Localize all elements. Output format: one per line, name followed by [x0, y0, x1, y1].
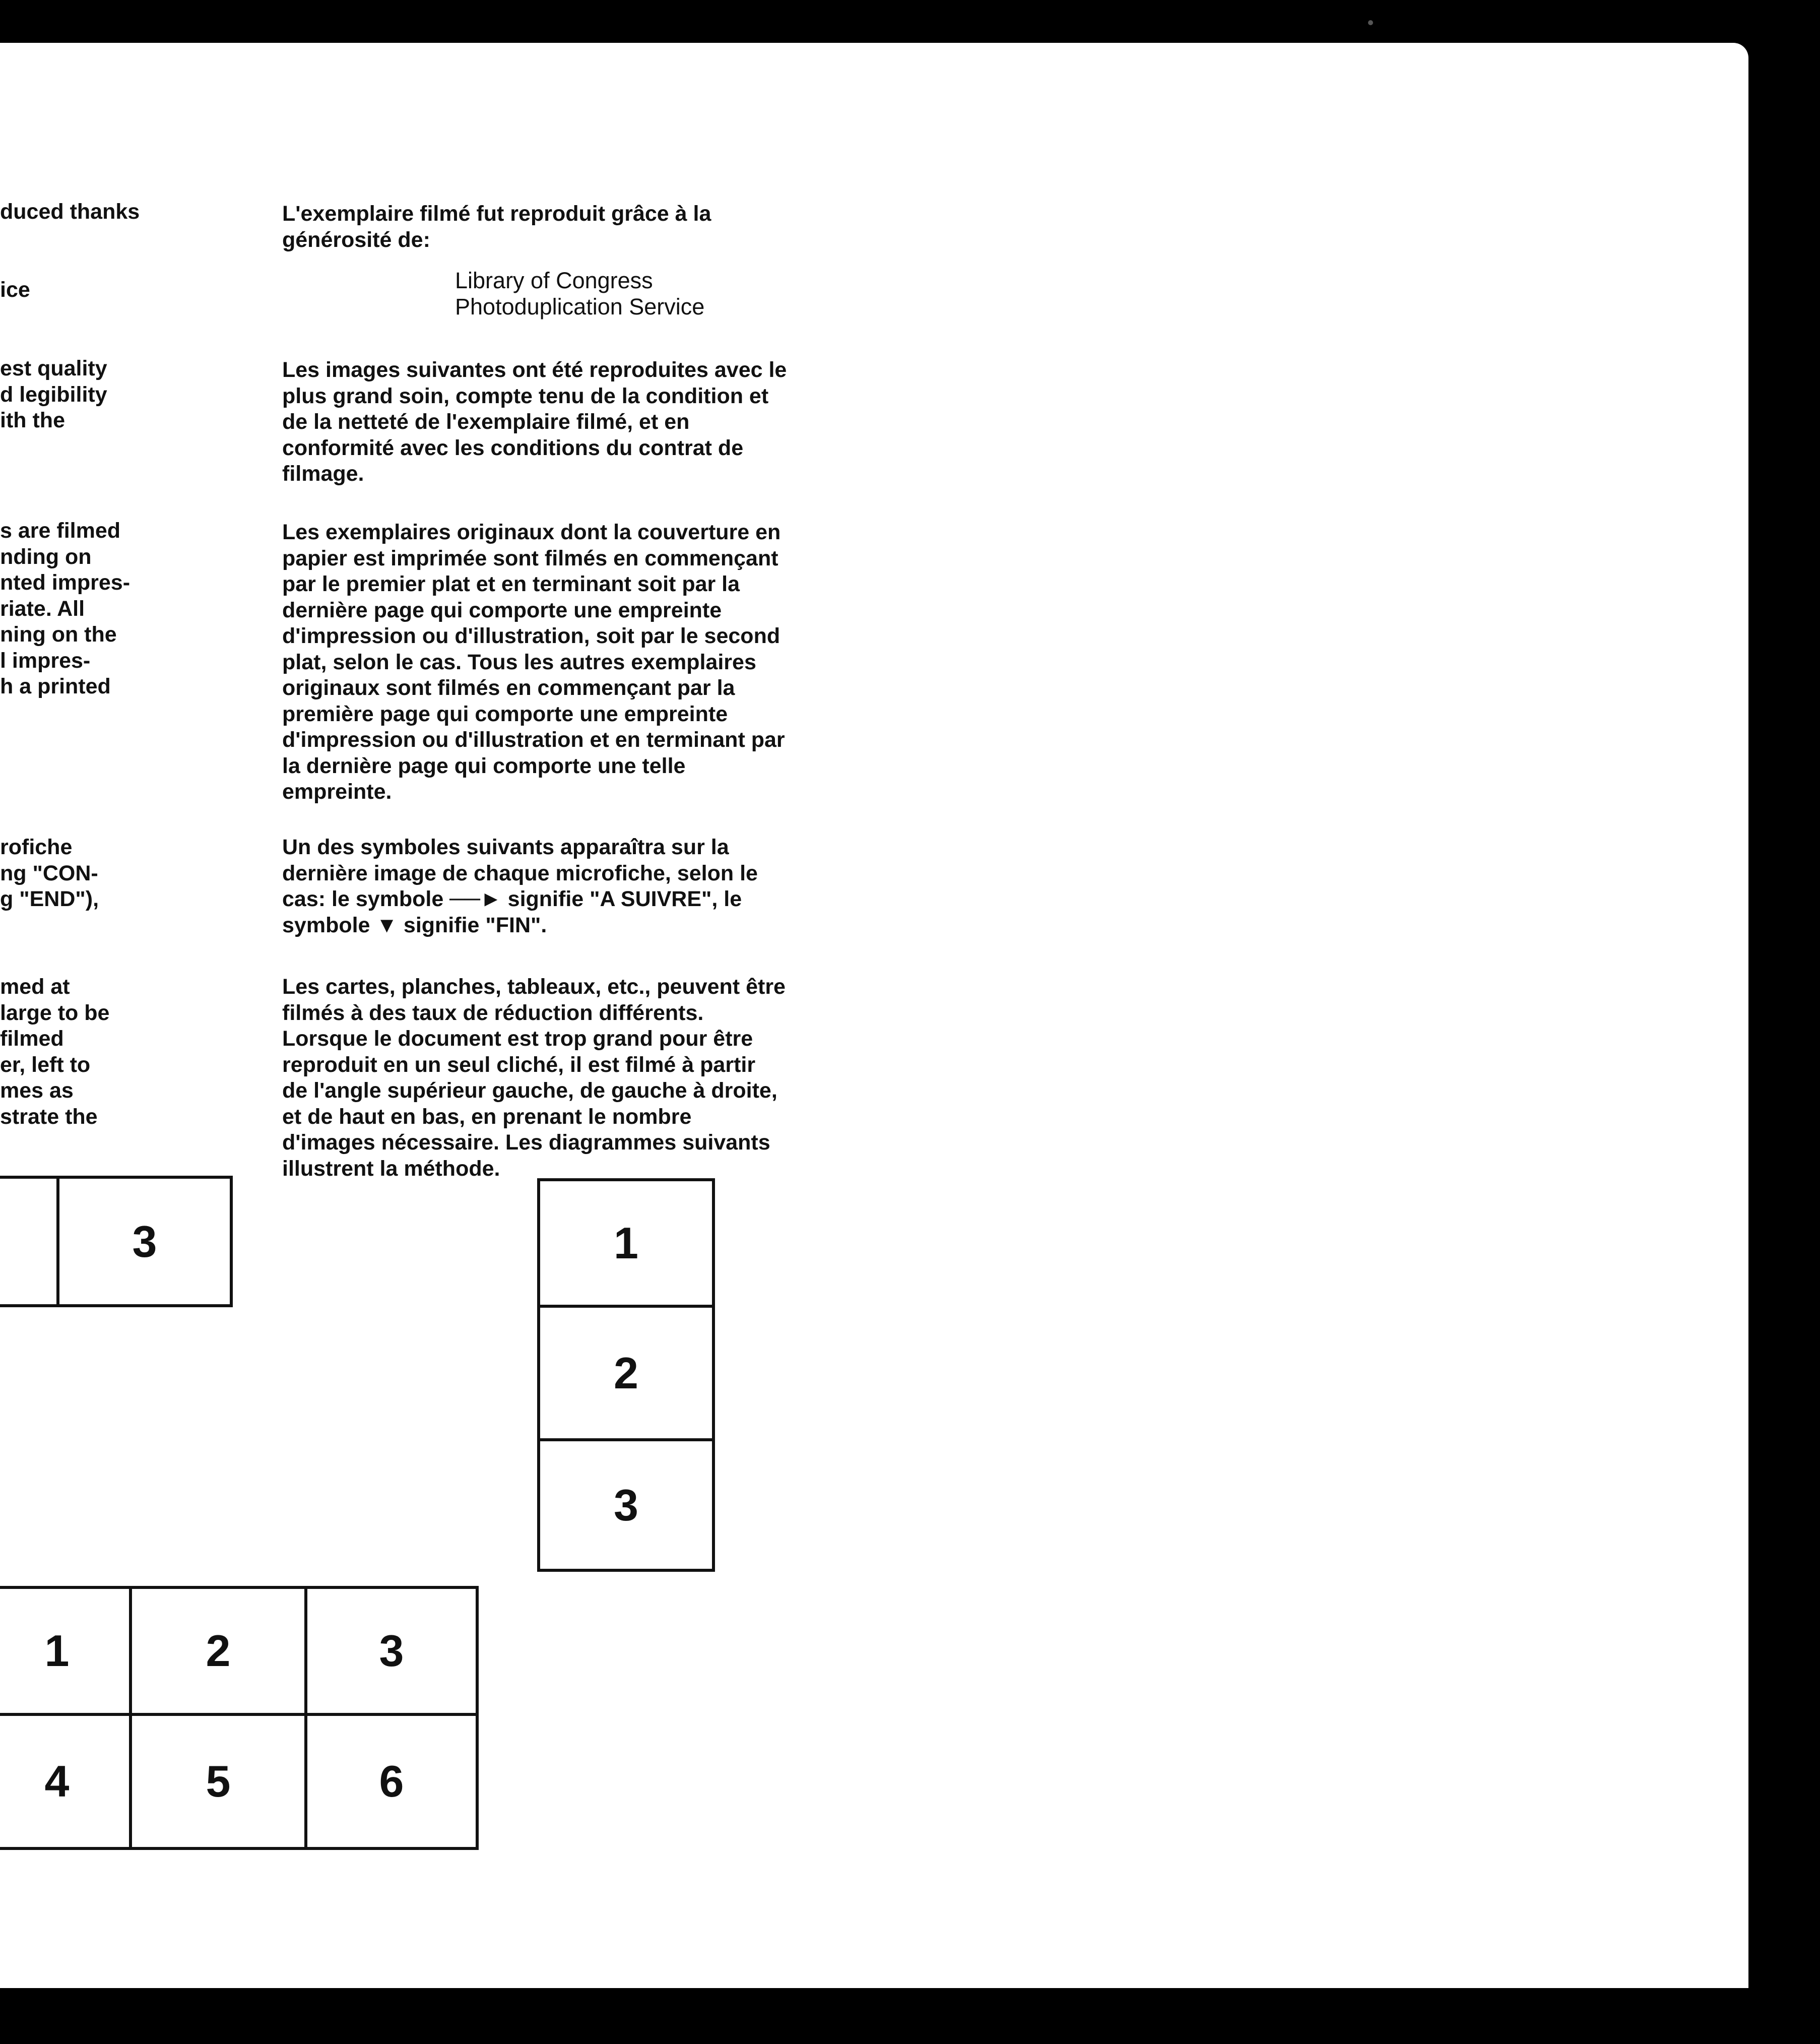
library-name: Library of Congress Photoduplication Service	[455, 268, 705, 320]
diagram-grid-cell-1: 1	[0, 1586, 132, 1716]
diagram-grid-cell-3: 3	[304, 1586, 479, 1716]
left-fragment-4: rofiche ng "CON- g "END"),	[0, 835, 99, 911]
left-fragment-2: est quality d legibility ith the	[0, 356, 107, 432]
intro-paragraph: L'exemplaire filmé fut reproduit grâce à la générosité de:	[282, 202, 711, 252]
paragraph-filming-order: Les exemplaires originaux dont la couverture en papier est imprimée sont filmés en commençant par le premier plat et en terminant soit par la dernière page qui comporte une empreinte d'impression ou d'illustration, soit par le second plat, selon le cas. Tous les autres exemplaires originaux sont filmés en commençant par la première page qui comporte une empreinte d'impression ou d'illustration et en terminant par la dernière page qui comporte une telle empreinte.	[282, 520, 785, 804]
diagram-h-cell-3: 3	[56, 1176, 233, 1307]
diagram-v-cell-2: 2	[537, 1305, 715, 1441]
diagram-grid-cell-2: 2	[129, 1586, 307, 1716]
scan-border-right	[1748, 0, 1820, 2044]
diagram-grid-cell-6: 6	[304, 1713, 479, 1850]
scan-speck	[1368, 20, 1373, 25]
paragraph-quality: Les images suivantes ont été reproduites avec le plus grand soin, compte tenu de la condition et de la netteté de l'exemplaire filmé, et en conformité avec les conditions du contrat de filmage.	[282, 358, 787, 486]
diagram-grid-cell-5: 5	[129, 1713, 307, 1850]
diagram-v-cell-3: 3	[537, 1438, 715, 1572]
left-fragment-1: duced thanks ice	[0, 200, 140, 302]
paragraph-symbols: Un des symboles suivants apparaîtra sur la dernière image de chaque microfiche, selon le cas: le symbole ──► signifie "A SUIVRE", le symbole ▼ signifie "FIN".	[282, 835, 758, 937]
diagram-v-cell-1: 1	[537, 1178, 715, 1308]
left-fragment-3: s are filmed nding on nted impres- riate. All ning on the l impres- h a printed	[0, 519, 131, 698]
diagram-grid-cell-4: 4	[0, 1713, 132, 1850]
scan-speck	[123, 2036, 137, 2043]
scan-border-bottom	[0, 1988, 1820, 2044]
paragraph-maps: Les cartes, planches, tableaux, etc., peuvent être filmés à des taux de réduction différents. Lorsque le document est trop grand pour être reproduit en un seul cliché, il est filmé à partir de l'angle supérieur gauche, de gauche à droite, et de haut en bas, en prenant le nombre d'images nécessaire. Les diagrammes suivants illustrent la méthode.	[282, 975, 786, 1181]
left-fragment-5: med at large to be filmed er, left to mes as strate the	[0, 975, 110, 1129]
